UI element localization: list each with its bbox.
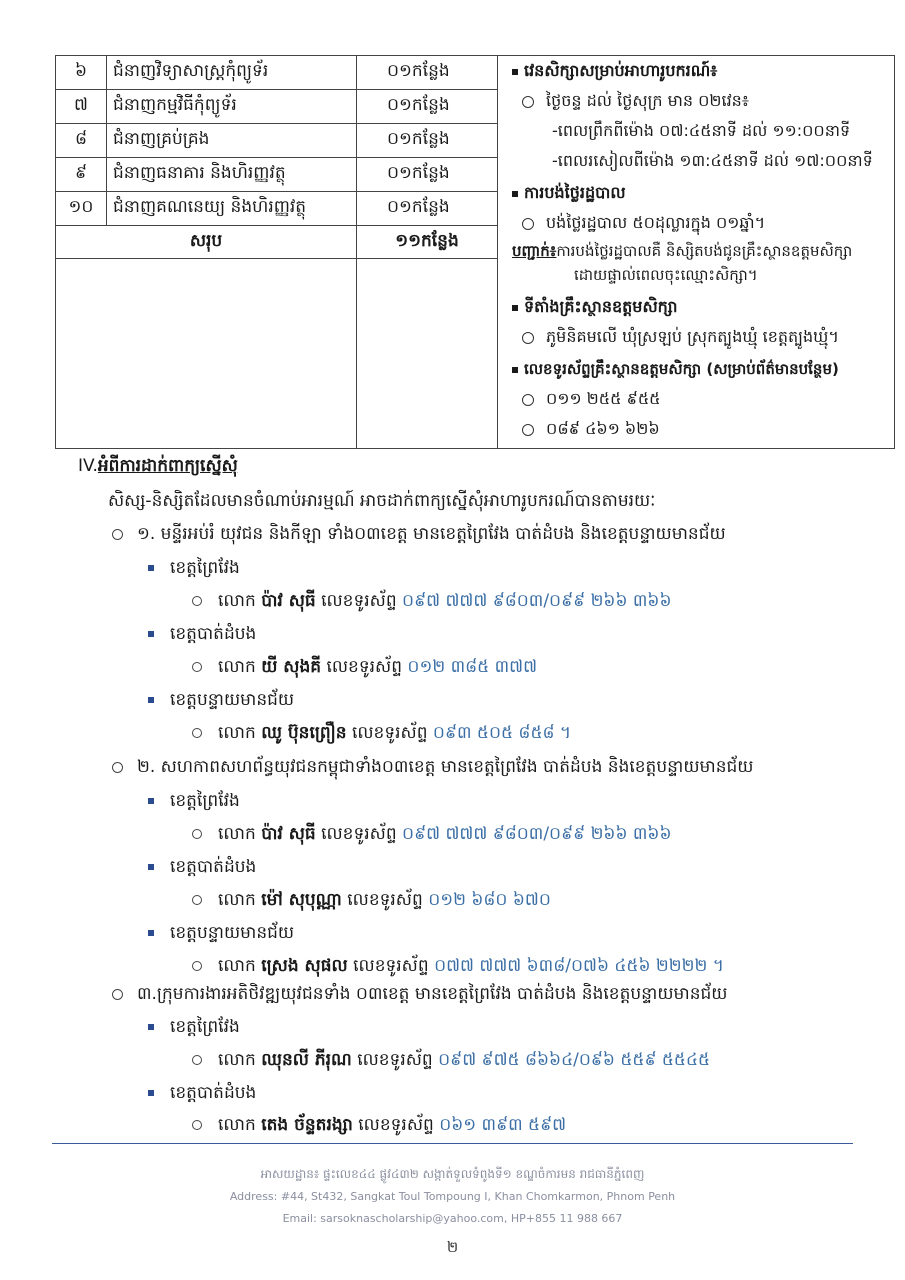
section-title: IV.អំពីការដាក់ពាក្យស្នើសុំ [78, 456, 238, 476]
contact-item: លោក ឈុនលី ភីរុណ លេខទូរស័ព្ទ ០៩៧ ៩៧៥ ៨៦៦៤/០៩៦ ៥៥៩ ៥៥៤៥ [192, 1049, 710, 1074]
square-bullet-icon [148, 930, 154, 936]
contact-item: លោក ប៉ាវ សុធី លេខទូរស័ព្ទ ០៩៧ ៧៧៧ ៩៨០៣/០៩៩ ២៦៦ ៣៦៦ [192, 590, 672, 615]
phone-line: ០១១ ២៥៥ ៩៥៥ [512, 388, 886, 412]
province-item: ខេត្តបន្ទាយមានជ័យ [148, 922, 294, 947]
square-bullet-icon [148, 1024, 154, 1030]
skill-name: ជំនាញកម្មវិធីកុំព្យូទ័រ [107, 90, 357, 124]
footer-address-en: Address: #44, St432, Sangkat Toul Tompoung I, Khan Chomkarmon, Phnom Penh [229, 1190, 676, 1203]
circle-bullet-icon [112, 989, 123, 1000]
seat-count: ០១កន្លែង [357, 124, 498, 158]
province-item: ខេត្តបាត់ដំបង [148, 623, 256, 648]
row-number: ៦ [56, 56, 107, 90]
skill-name: ជំនាញគណនេយ្យ និងហិរញ្ញវត្ថុ [107, 192, 357, 226]
contact-item: លោក ម៉ៅ សុបុណ្ណា លេខទូរស័ព្ទ ០១២ ៦៨០ ៦៧០ [192, 889, 551, 914]
circle-bullet-icon [192, 728, 202, 738]
circle-bullet-icon [192, 1055, 202, 1065]
footer-address-km: អាសយដ្ឋាន៖ ផ្ទះលេខ៤៤ ផ្លូវ៤៣២ សង្កាត់ទួលទំពូងទី១ ខណ្ឌចំការមន រាជធានីភ្នំពេញ [260, 1167, 645, 1181]
info-panel [498, 56, 895, 449]
footer-contact: Email: sarsoknascholarship@yahoo.com, HP+855 11 988 667 [282, 1212, 623, 1225]
square-bullet-icon [148, 697, 154, 703]
study-morning: -ពេលព្រឹកពីម៉ោង ០៧:៤៥នាទី ដល់ ១១:០០នាទី [552, 121, 851, 140]
list-item: ២. សហកាពសហព័ន្ធយុវជនកម្ពុជាទាំង០៣ខេត្ត មានខេត្តព្រៃវែង បាត់ដំបង និងខេត្តបន្ទាយមានជ័យ [112, 756, 753, 781]
square-bullet-icon [148, 565, 154, 571]
circle-bullet-icon [522, 394, 534, 406]
phone-heading: លេខទូរស័ព្ទគ្រឹះស្ថានឧត្តមសិក្សា (សម្រាប់ព័ត៌មានបន្ថែម) [512, 360, 886, 382]
fee-note-cont: ដោយផ្ទាល់ពេលចុះឈ្មោះសិក្សា។ [574, 266, 758, 284]
seat-count: ០១កន្លែង [357, 158, 498, 192]
section-intro: សិស្ស-និស្សិតដែលមានចំណាប់អារម្មណ៍ អាចដាក់ពាក្យស្នើសុំអាហារូបករណ៍បានតាមរយៈ [108, 491, 656, 511]
circle-bullet-icon [522, 424, 534, 436]
skill-name: ជំនាញគ្រប់គ្រង [107, 124, 357, 158]
location-heading: ទីតាំងគ្រឹះស្ថានឧត្តមសិក្សា [512, 296, 886, 320]
square-bullet-icon [512, 191, 518, 197]
table-row [56, 56, 895, 90]
province-item: ខេត្តព្រៃវែង [148, 790, 240, 815]
skill-name: ជំនាញវិទ្យាសាស្ត្រកុំព្យូទ័រ [107, 56, 357, 90]
circle-bullet-icon [112, 762, 123, 773]
province-item: ខេត្តព្រៃវែង [148, 1016, 240, 1041]
square-bullet-icon [512, 305, 518, 311]
page-number: ២ [446, 1238, 459, 1256]
square-bullet-icon [148, 798, 154, 804]
contact-item: លោក យី សុងគី លេខទូរស័ព្ទ ០១២ ៣៨៥ ៣៧៧ [192, 656, 537, 681]
skill-name: ជំនាញធនាគារ និងហិរញ្ញវត្ថុ [107, 158, 357, 192]
row-number: ៩ [56, 158, 107, 192]
note-label: បញ្ជាក់៖ [512, 242, 557, 260]
seat-count: ០១កន្លែង [357, 192, 498, 226]
province-item: ខេត្តបាត់ដំបង [148, 856, 256, 881]
total-value: ១១កន្លែង [357, 226, 498, 259]
fee-note: បញ្ជាក់៖ការបង់ថ្លៃរដ្ឋបាលគឺ និស្សិតបង់ជូនគ្រឹះស្ថានឧត្តមសិក្សា [512, 242, 853, 260]
row-number: ១០ [56, 192, 107, 226]
phone-line: ០៨៩ ៤៦១ ៦២៦ [512, 418, 886, 442]
circle-bullet-icon [522, 332, 534, 344]
square-bullet-icon [148, 631, 154, 637]
total-label: សរុប [56, 226, 357, 259]
fee-heading: ការបង់ថ្លៃរដ្ឋបាល [512, 182, 886, 206]
footer-divider [52, 1143, 853, 1144]
province-item: ខេត្តបន្ទាយមានជ័យ [148, 689, 294, 714]
study-shift-heading: វេនសិក្សាសម្រាប់អាហារូបករណ៍៖ [512, 60, 886, 84]
circle-bullet-icon [522, 96, 534, 108]
contact-item: លោក ស្រេង សុផល លេខទូរស័ព្ទ ០៧៧ ៧៧៧ ៦៣៨/០៧៦ ៤៥៦ ២២២២ ។ [192, 955, 724, 980]
fee-line: បង់ថ្លៃរដ្ឋបាល ៥០ដុល្លារក្នុង ០១ឆ្នាំ។ [512, 212, 886, 236]
square-bullet-icon [148, 864, 154, 870]
square-bullet-icon [512, 367, 518, 373]
skills-table [55, 55, 895, 449]
study-days: ថ្ងៃចន្ទ ដល់ ថ្ងៃសុក្រ មាន ០២វេន៖ [512, 90, 886, 114]
circle-bullet-icon [192, 596, 202, 606]
square-bullet-icon [512, 69, 518, 75]
province-item: ខេត្តបាត់ដំបង [148, 1082, 256, 1107]
row-number: ៨ [56, 124, 107, 158]
province-item: ខេត្តព្រៃវែង [148, 557, 240, 582]
circle-bullet-icon [112, 529, 123, 540]
circle-bullet-icon [192, 662, 202, 672]
contact-item: លោក ប៉ាវ សុធី លេខទូរស័ព្ទ ០៩៧ ៧៧៧ ៩៨០៣/០៩៩ ២៦៦ ៣៦៦ [192, 823, 672, 848]
seat-count: ០១កន្លែង [357, 56, 498, 90]
circle-bullet-icon [192, 1120, 202, 1130]
row-number: ៧ [56, 90, 107, 124]
seat-count: ០១កន្លែង [357, 90, 498, 124]
circle-bullet-icon [192, 895, 202, 905]
list-item: ៣.ក្រុមការងារអតិថិវឌ្ឍយុវជនទាំង ០៣ខេត្ត មានខេត្តព្រៃវែង បាត់ដំបង និងខេត្តបន្ទាយមានជ័យ [112, 983, 727, 1008]
circle-bullet-icon [192, 961, 202, 971]
study-evening: -ពេលរសៀលពីម៉ោង ១៣:៤៥នាទី ដល់ ១៧:០០នាទី [552, 151, 873, 170]
list-item: ១. មន្ទីរអប់រំ យុវជន និងកីឡា ទាំង០៣ខេត្ត មានខេត្តព្រៃវែង បាត់ដំបង និងខេត្តបន្ទាយមានជ័យ [112, 523, 726, 548]
contact-item: លោក ឈូ ប៊ុនព្រឿន លេខទូរស័ព្ទ ០៩៣ ៥០៥ ៨៥៨ ។ [192, 722, 571, 747]
location-line: ភូមិនិគមលើ ឃុំស្រឡប់ ស្រុកត្បូងឃ្មុំ ខេត្តត្បូងឃ្មុំ។ [512, 326, 886, 350]
contact-item: លោក តេង ច័ន្ទតរង្សា លេខទូរស័ព្ទ ០៦១ ៣៩៣ ៥៩៧ [192, 1114, 566, 1139]
square-bullet-icon [148, 1090, 154, 1096]
circle-bullet-icon [192, 829, 202, 839]
circle-bullet-icon [522, 218, 534, 230]
